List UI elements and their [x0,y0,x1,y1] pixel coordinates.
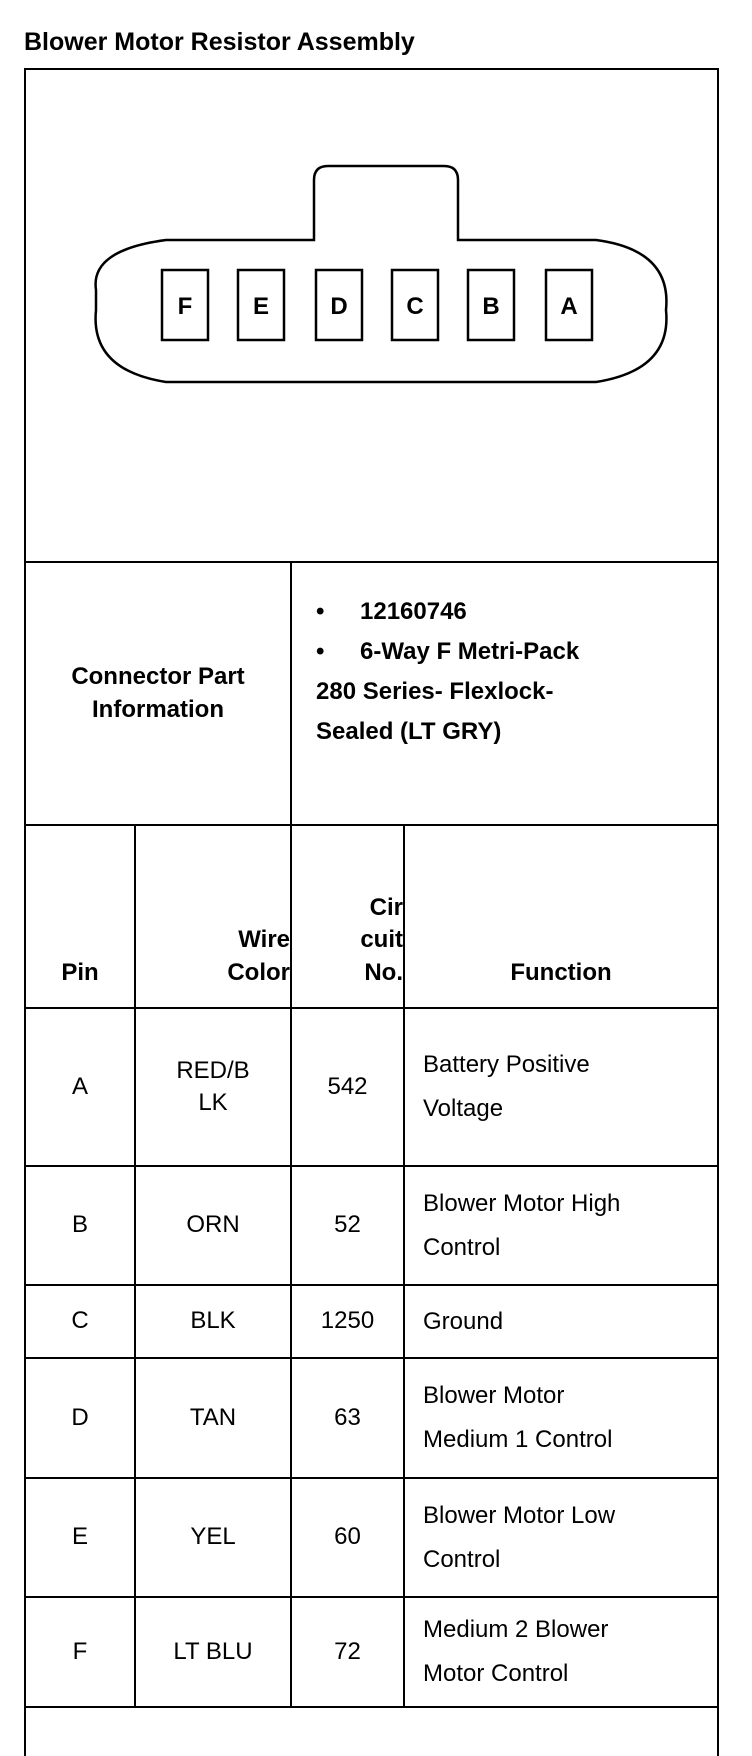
row-pin: F [72,1637,88,1665]
row-wire-color-cell [136,1167,290,1284]
row-function-cont: Motor Control [423,1660,569,1687]
row-circuit-no: 1250 [320,1307,375,1335]
row-circuit-cell [292,1286,403,1357]
row-function-cell [405,1598,717,1706]
row-wire-color: RED/B [176,1056,250,1084]
top-border [24,68,719,70]
row-function-cont: Control [423,1233,501,1261]
row-pin-cell [26,1286,134,1357]
header-circuit-line3: No. [364,958,403,986]
header-wire-line2: Color [227,958,290,986]
row-circuit-cell [292,1598,403,1706]
row-pin: C [71,1307,89,1335]
header-wire-color [136,826,290,1007]
row-circuit-cell [292,1167,403,1284]
row-pin-cell [26,1359,134,1477]
pin-label-b: B [482,293,500,320]
row-function: Blower Motor High [423,1189,621,1217]
connector-sealing: Sealed (LT GRY) [316,718,502,745]
row-wire-color: YEL [190,1523,236,1551]
row-circuit-cell [292,1009,403,1165]
pin-label-e: E [252,293,270,320]
row-function-cell [405,1479,717,1596]
row-wire-color: ORN [186,1211,240,1239]
row-wire-color-cell [136,1359,290,1477]
pin-label-f: F [177,293,193,320]
row-circuit-no: 542 [327,1072,368,1100]
row-circuit-no: 72 [334,1637,361,1665]
row-function: Battery Positive [423,1051,590,1078]
row-function: Blower Motor [423,1382,565,1409]
row-function-cell [405,1359,717,1477]
header-pin: Pin [61,958,99,986]
header-circuit-line1: Cir [369,893,403,921]
header-wire-line1: Wire [238,926,290,954]
row-function-cell [405,1009,717,1165]
row-function-cont: Voltage [423,1095,504,1122]
row-function-cont: Medium 1 Control [423,1426,613,1453]
part-info-label [26,563,290,824]
row-function-cell [405,1167,717,1284]
row-pin: E [71,1523,88,1551]
row-function: Blower Motor Low [423,1501,616,1529]
pin-label-c: C [406,293,424,320]
page-title: Blower Motor Resistor Assembly [24,28,415,56]
row-pin: D [71,1403,89,1431]
bullet-icon: • [316,638,325,665]
row-wire-color-cont: LK [198,1089,228,1116]
pin-label-d: D [330,293,348,320]
row-pin-cell [26,1167,134,1284]
row-wire-color-cell [136,1286,290,1357]
row-pin-cell [26,1009,134,1165]
row-function-cell [405,1286,717,1357]
row-wire-color: BLK [190,1307,236,1335]
bullet-icon: • [316,598,325,625]
row-function: Medium 2 Blower [423,1616,609,1643]
part-info-label-line1: Connector Part [71,663,245,691]
part-info-details [316,592,579,752]
header-function: Function [510,958,612,986]
row-wire-color: TAN [189,1403,237,1431]
header-circuit-line2: cuit [360,926,403,954]
divider-row-f [24,1706,719,1708]
row-wire-color-cell [136,1479,290,1596]
row-wire-color: LT BLU [173,1637,253,1665]
row-wire-color-cell [136,1009,290,1165]
part-info-label-line2: Information [92,695,224,723]
connector-series: 280 Series- Flexlock- [316,678,554,705]
row-circuit-no: 60 [334,1523,361,1551]
connector-outline [96,166,667,382]
row-pin: A [71,1072,88,1100]
row-pin-cell [26,1479,134,1596]
part-number: 12160746 [360,598,467,625]
row-circuit-no: 63 [334,1403,361,1431]
connector-type: 6-Way F Metri-Pack [360,638,580,665]
connector-diagram [26,70,721,570]
row-circuit-no: 52 [334,1211,361,1239]
header-circuit-no [292,826,403,1007]
row-circuit-cell [292,1359,403,1477]
row-pin-cell [26,1598,134,1706]
row-function-cont: Control [423,1545,501,1573]
row-pin: B [71,1211,88,1239]
row-function: Ground [423,1307,504,1335]
pin-label-a: A [560,293,578,320]
row-wire-color-cell [136,1598,290,1706]
row-circuit-cell [292,1479,403,1596]
